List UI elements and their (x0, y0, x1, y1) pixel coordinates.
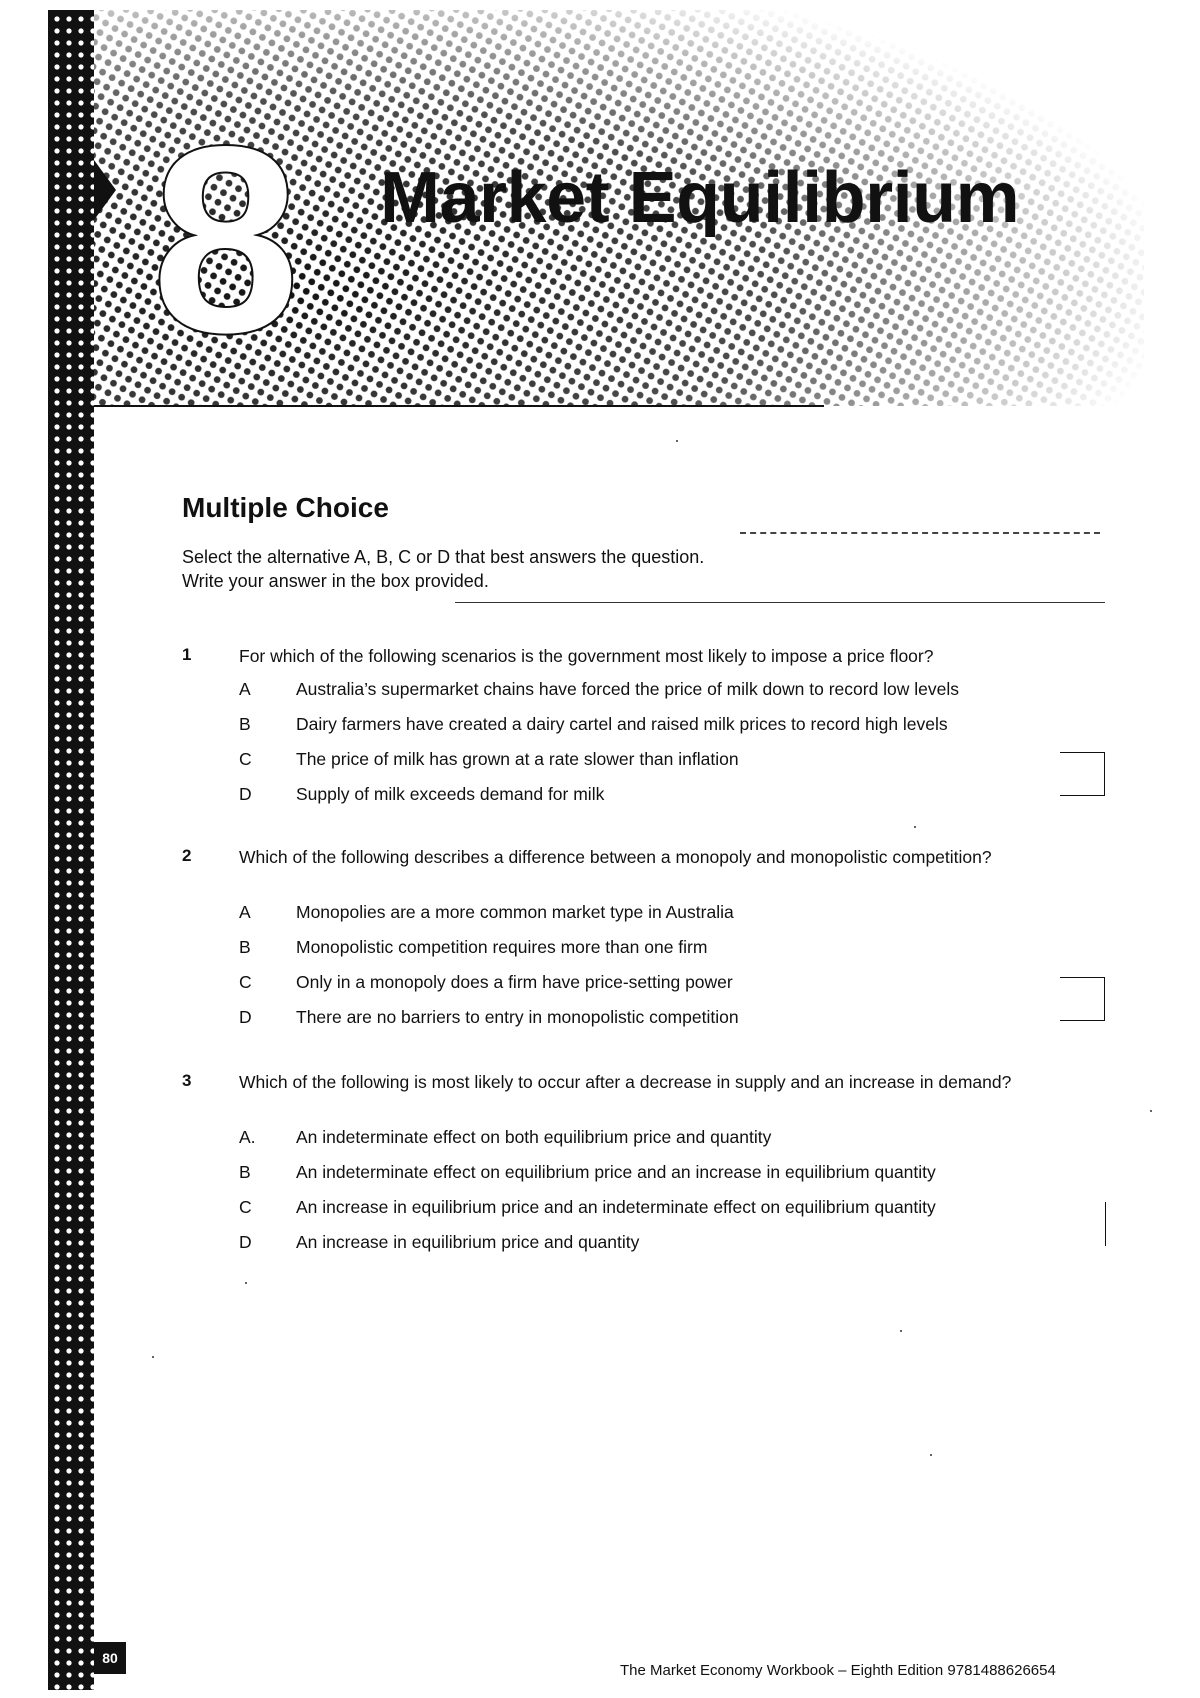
option-text: An increase in equilibrium price and an indeterminate effect on equilibrium quantity (296, 1197, 936, 1217)
question-text: For which of the following scenarios is the government most likely to impose a price floor? (239, 646, 934, 666)
option-text: Monopolistic competition requires more than one firm (296, 937, 708, 957)
question-number: 3 (182, 1071, 192, 1090)
option-letter: A. (239, 1127, 256, 1147)
question-number: 1 (182, 645, 192, 664)
scan-speck (676, 440, 678, 442)
question-text: Which of the following is most likely to occur after a decrease in supply and an increase in demand? (239, 1072, 1012, 1092)
footer-book-info: The Market Economy Workbook – Eighth Edition 9781488626654 (620, 1662, 1056, 1679)
option-letter: C (239, 972, 252, 992)
answer-box-1[interactable] (1060, 752, 1105, 796)
option-letter: D (239, 1007, 252, 1027)
option-text: Supply of milk exceeds demand for milk (296, 784, 605, 804)
option-letter: B (239, 937, 251, 957)
page-number: 80 (94, 1642, 126, 1674)
scan-speck (914, 826, 916, 828)
option-letter: B (239, 1162, 251, 1182)
option-letter: D (239, 1232, 252, 1252)
option-letter: B (239, 714, 251, 734)
scan-speck (152, 1356, 154, 1358)
scan-speck (900, 1330, 902, 1332)
option-text: An increase in equilibrium price and quantity (296, 1232, 640, 1252)
header-divider (94, 405, 824, 407)
answer-box-2[interactable] (1060, 977, 1105, 1021)
question-text: Which of the following describes a difference between a monopoly and monopolistic competition? (239, 847, 992, 867)
option-text: Australia’s supermarket chains have forced the price of milk down to record low levels (296, 679, 960, 699)
section-divider (740, 532, 1100, 534)
option-text: There are no barriers to entry in monopolistic competition (296, 1007, 739, 1027)
option-text: An indeterminate effect on equilibrium price and an increase in equilibrium quantity (296, 1162, 936, 1182)
option-letter: C (239, 1197, 252, 1217)
scan-speck (245, 1282, 247, 1284)
option-letter: C (239, 749, 252, 769)
option-letter: A (239, 902, 251, 922)
option-text: Dairy farmers have created a dairy cartel and raised milk prices to record high levels (296, 714, 948, 734)
option-letter: D (239, 784, 252, 804)
chapter-title: Market Equilibrium (380, 158, 1020, 238)
scan-speck (1150, 1110, 1152, 1112)
instructions (182, 545, 704, 593)
instruction-line: Select the alternative A, B, C or D that best answers the question. (182, 547, 705, 567)
option-text: An indeterminate effect on both equilibrium price and quantity (296, 1127, 772, 1147)
option-text: The price of milk has grown at a rate slower than inflation (296, 749, 739, 769)
chapter-number: 8 (152, 92, 300, 388)
option-text: Monopolies are a more common market type in Australia (296, 902, 734, 922)
question-number: 2 (182, 846, 192, 865)
scan-speck (930, 1454, 932, 1456)
halftone-side-strip (48, 10, 94, 1690)
instruction-line: Write your answer in the box provided. (182, 571, 489, 591)
answer-box-3[interactable] (1060, 1202, 1106, 1246)
option-text: Only in a monopoly does a firm have price-setting power (296, 972, 733, 992)
option-letter: A (239, 679, 251, 699)
instructions-divider (455, 602, 1105, 603)
section-title: Multiple Choice (182, 492, 389, 523)
